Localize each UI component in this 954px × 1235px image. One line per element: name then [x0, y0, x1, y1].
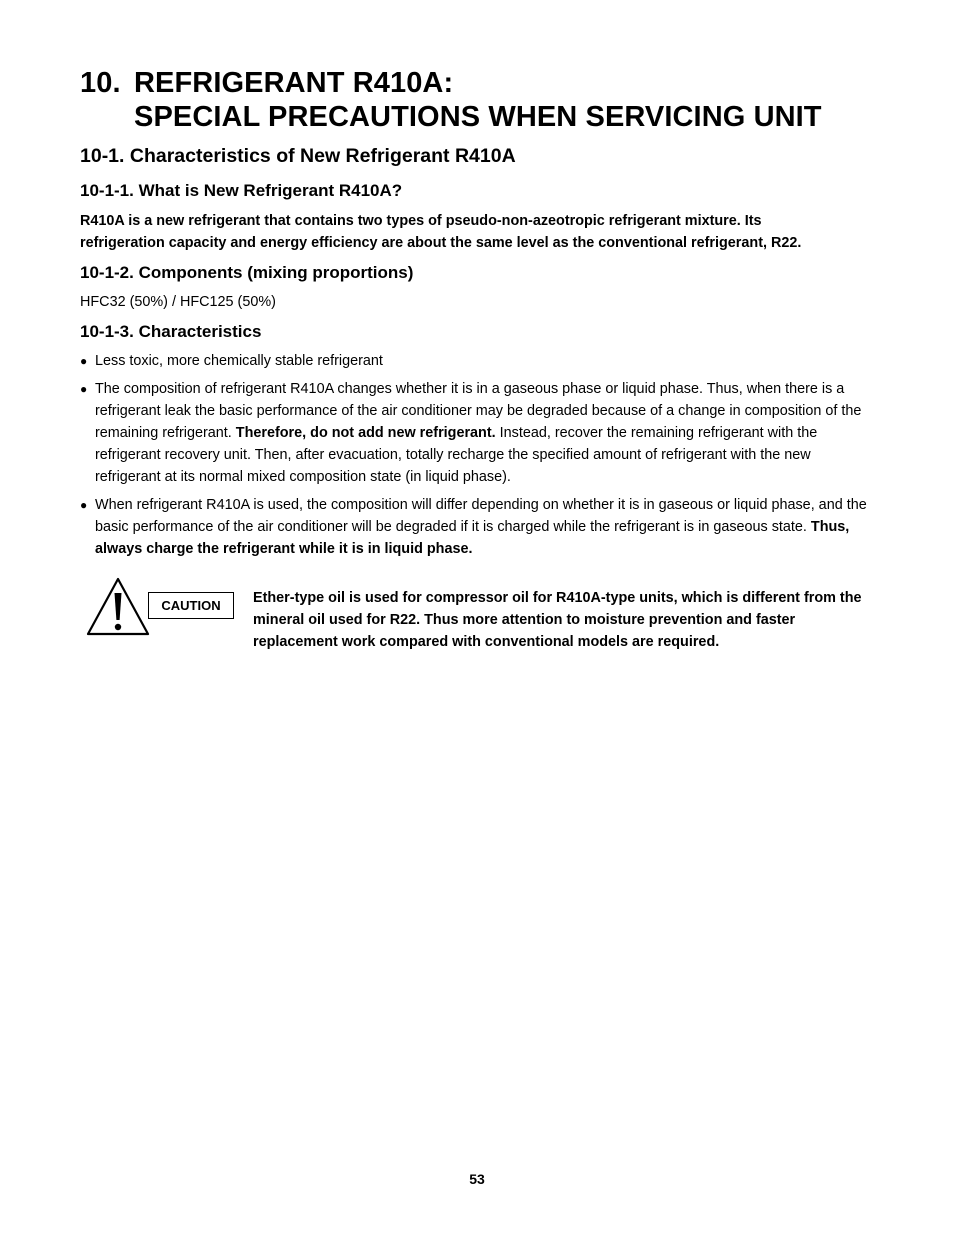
what-is-paragraph — [80, 210, 880, 254]
components-text: HFC32 (50%) / HFC125 (50%) — [80, 294, 276, 310]
list-item — [80, 494, 880, 560]
list-item — [80, 378, 880, 488]
page-title — [80, 66, 822, 134]
bullet-icon: ● — [80, 382, 88, 396]
what-is-line-1: R410A is a new refrigerant that contains two types of pseudo-non-azeotropic refrigerant mixture. Its — [80, 213, 762, 229]
section-heading: 10-1. Characteristics of New Refrigerant R410A — [80, 145, 516, 167]
subsection-heading-what-is: 10-1-1. What is New Refrigerant R410A? — [80, 181, 403, 200]
page-number: 53 — [469, 1171, 485, 1187]
bullet-text: Less toxic, more chemically stable refrigerant — [95, 353, 383, 369]
bullet-text-emphasis: Thus, always charge the refrigerant while it is in liquid phase. — [95, 519, 850, 557]
bullet-icon: ● — [80, 354, 88, 368]
caution-text: Ether-type oil is used for compressor oil for R410A-type units, which is different from the mineral oil used for R22. Thus more attention to moisture prevention and faster replacement work compared with conventional models are required. — [253, 590, 862, 650]
bullet-icon: ● — [80, 498, 88, 512]
list-item — [80, 350, 880, 372]
warning-triangle-icon — [86, 577, 150, 637]
bullet-text: The composition of refrigerant R410A changes whether it is in a gaseous phase or liquid phase. Thus, when there is a refrigerant leak the basic performance of the air conditioner may be degraded because of a change in composition of the remaining refrigerant. — [95, 381, 862, 441]
title-number: 10. — [80, 67, 121, 99]
title-line-2: SPECIAL PRECAUTIONS WHEN SERVICING UNIT — [134, 101, 822, 133]
subsection-heading-components: 10-1-2. Components (mixing proportions) — [80, 263, 414, 282]
bullet-text: Instead, recover the remaining refrigerant with the refrigerant recovery unit. Then, after evacuation, totally recharge the specified amount of refrigerant with the new refrigerant at its normal mixed composition state (in liquid phase). — [95, 425, 818, 485]
subsection-heading-characteristics: 10-1-3. Characteristics — [80, 322, 262, 341]
bullet-text-emphasis: Therefore, do not add new refrigerant. — [235, 425, 496, 441]
characteristics-list — [80, 350, 880, 566]
title-line-1: REFRIGERANT R410A: — [134, 67, 454, 99]
caution-label: CAUTION — [148, 592, 234, 619]
bullet-text: When refrigerant R410A is used, the composition will differ depending on whether it is in gaseous or liquid phase, and the basic performance of the air conditioner will be degraded if it is charged while the refrigerant is in gaseous state. — [95, 497, 867, 535]
what-is-line-2: refrigeration capacity and energy efficiency are about the same level as the conventional refrigerant, R22. — [80, 235, 802, 251]
